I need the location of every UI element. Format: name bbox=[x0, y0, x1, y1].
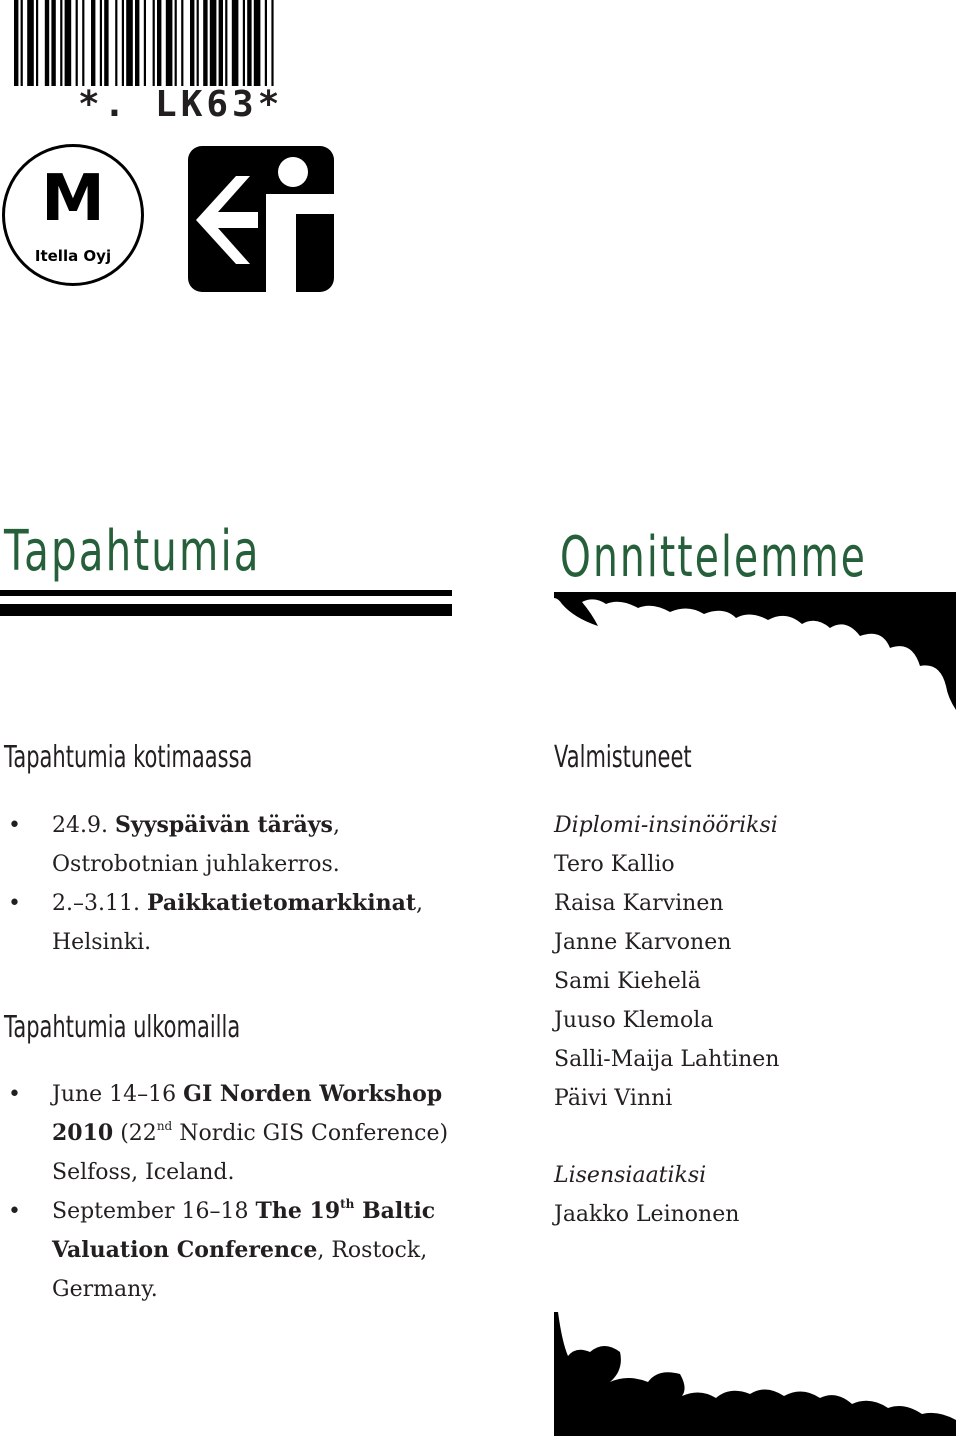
event-detail: , Ostrobotnian juhlakerros. bbox=[52, 813, 340, 877]
abroad-events-heading: Tapahtumia ulkomailla bbox=[4, 1010, 241, 1045]
event-detail: , Rostock, Germany. bbox=[52, 1238, 428, 1302]
title-rule-thin bbox=[0, 590, 452, 596]
event-detail-post: Nordic GIS Conference) Selfoss, Iceland. bbox=[52, 1121, 449, 1185]
list-item: Janne Karvonen bbox=[554, 930, 732, 955]
abroad-events-list bbox=[4, 1075, 454, 1309]
bullet-icon: • bbox=[8, 891, 21, 916]
event-name-pre: The 19 bbox=[255, 1198, 341, 1224]
bullet-icon: • bbox=[8, 813, 21, 838]
licentiate-category: Lisensiaatiksi bbox=[554, 1163, 707, 1188]
cloud-border-bottom-icon bbox=[554, 1312, 956, 1436]
event-name-post: Baltic Valuation Conference bbox=[52, 1198, 436, 1263]
list-item: Salli-Maija Lahtinen bbox=[554, 1047, 780, 1072]
event-date: June 14–16 bbox=[52, 1082, 177, 1107]
list-item: Juuso Klemola bbox=[554, 1008, 714, 1033]
list-item: Tero Kallio bbox=[554, 852, 675, 877]
bullet-icon: • bbox=[8, 1199, 21, 1224]
congrats-title: Onnittelemme bbox=[560, 525, 867, 590]
event-detail: , Helsinki. bbox=[52, 891, 424, 955]
list-item bbox=[4, 806, 444, 884]
event-name: Syyspäivän täräys bbox=[114, 812, 333, 838]
event-date: 24.9. bbox=[52, 813, 108, 838]
events-title: Tapahtumia bbox=[4, 519, 261, 584]
list-item bbox=[4, 1075, 454, 1192]
bullet-icon: • bbox=[8, 1082, 21, 1107]
graduated-heading: Valmistuneet bbox=[554, 740, 692, 775]
domestic-events-list bbox=[4, 806, 444, 962]
event-name: GI Norden Workshop 2010 bbox=[52, 1081, 443, 1146]
list-item bbox=[4, 884, 444, 962]
diploma-category: Diplomi-insinööriksi bbox=[554, 813, 778, 838]
gi-arrow-logo-icon bbox=[188, 146, 334, 292]
event-date: September 16–18 bbox=[52, 1199, 249, 1224]
diploma-engineers-list bbox=[554, 806, 954, 1118]
barcode-icon bbox=[14, 0, 334, 92]
cloud-border-top-icon bbox=[554, 590, 956, 710]
event-name: Paikkatietomarkkinat bbox=[146, 890, 417, 916]
postal-logo-letter: M bbox=[41, 162, 105, 236]
event-detail-pre: (22 bbox=[113, 1121, 157, 1146]
licentiates-list bbox=[554, 1156, 954, 1234]
event-date: 2.–3.11. bbox=[52, 891, 140, 916]
list-item bbox=[4, 1192, 454, 1309]
postal-logo-name: Itella Oyj bbox=[34, 247, 112, 265]
event-name-sup: th bbox=[340, 1197, 355, 1211]
list-item: Jaakko Leinonen bbox=[554, 1202, 740, 1227]
domestic-events-heading: Tapahtumia kotimaassa bbox=[4, 740, 253, 775]
title-rule-thick bbox=[0, 604, 452, 616]
list-item: Päivi Vinni bbox=[554, 1086, 673, 1111]
list-item: Raisa Karvinen bbox=[554, 891, 724, 916]
barcode-text: *. LK63* bbox=[78, 84, 284, 125]
postal-logo bbox=[2, 144, 144, 286]
list-item: Sami Kiehelä bbox=[554, 969, 701, 994]
event-detail-sup: nd bbox=[156, 1119, 173, 1133]
